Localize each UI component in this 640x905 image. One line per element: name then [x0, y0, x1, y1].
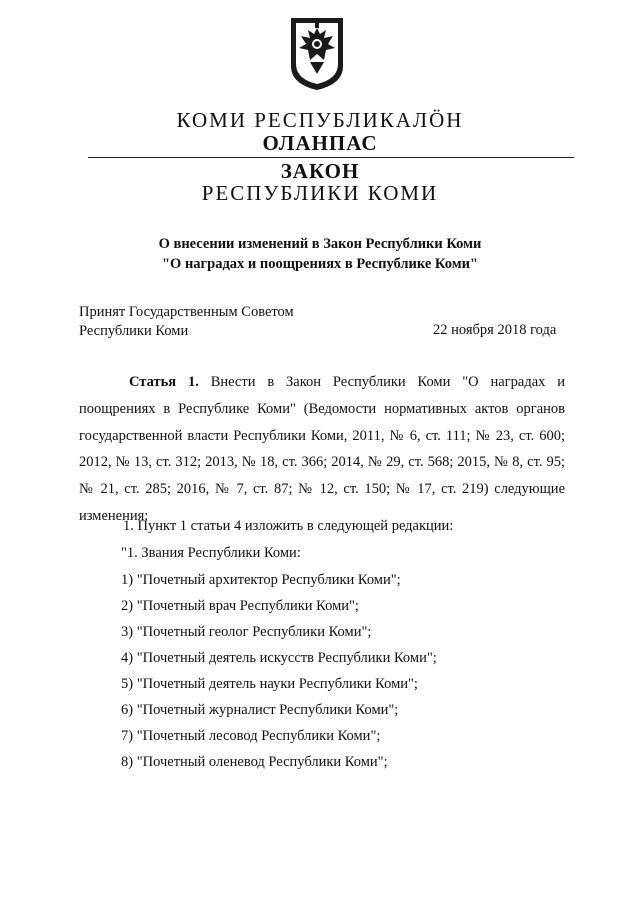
- article-1-paragraph: [79, 369, 565, 530]
- coat-of-arms-icon: [288, 14, 346, 92]
- list-item: 4) "Почетный деятель искусств Республики Коми";: [121, 650, 437, 666]
- law-title-line1: О внесении изменений в Закон Республики Коми: [158, 236, 482, 252]
- header-divider: [88, 157, 574, 158]
- adoption-date: 22 ноября 2018 года: [433, 322, 557, 338]
- adopted-line1: Принят Государственным Советом: [79, 304, 294, 320]
- header-komi-title: КОМИ РЕСПУБЛИКАЛӦН: [176, 108, 464, 132]
- article-1-text: Внести в Закон Республики Коми "О наградах и поощрениях в Республике Коми" (Ведомости нормативных актов органов государственной власти Республики Коми, 2011, № 6, ст. 111; № 23, ст. 600; 2012, № 13, ст. 312; 2013, № 18, ст. 366; 2014, № 29, ст. 568; 2015, № 8, ст. 95; № 21, ст. 285; 2016, № 7, ст. 87; № 12, ст. 150; № 17, ст. 219) следующие изменения:: [79, 374, 565, 524]
- list-item: 3) "Почетный геолог Республики Коми";: [121, 624, 372, 640]
- list-item: 1. Пункт 1 статьи 4 изложить в следующей редакции:: [123, 518, 454, 534]
- header-olanpas: ОЛАНПАС: [262, 131, 378, 155]
- law-title-line2: "О наградах и поощрениях в Республике Коми": [162, 256, 478, 272]
- header-zakon: ЗАКОН: [280, 159, 360, 183]
- list-item: 2) "Почетный врач Республики Коми";: [121, 598, 359, 614]
- list-item: 1) "Почетный архитектор Республики Коми";: [121, 572, 401, 588]
- adopted-line2: Республики Коми: [79, 323, 189, 339]
- list-item: 7) "Почетный лесовод Республики Коми";: [121, 728, 381, 744]
- coat-of-arms-emblem: [288, 14, 346, 92]
- list-item: "1. Звания Республики Коми:: [121, 545, 301, 561]
- list-item: 5) "Почетный деятель науки Республики Коми";: [121, 676, 418, 692]
- list-item: 6) "Почетный журналист Республики Коми";: [121, 702, 399, 718]
- adopted-by: [79, 303, 294, 341]
- article-1-label: Статья 1.: [129, 374, 199, 390]
- list-item: 8) "Почетный оленевод Республики Коми";: [121, 754, 388, 770]
- header-republic: РЕСПУБЛИКИ КОМИ: [201, 181, 439, 205]
